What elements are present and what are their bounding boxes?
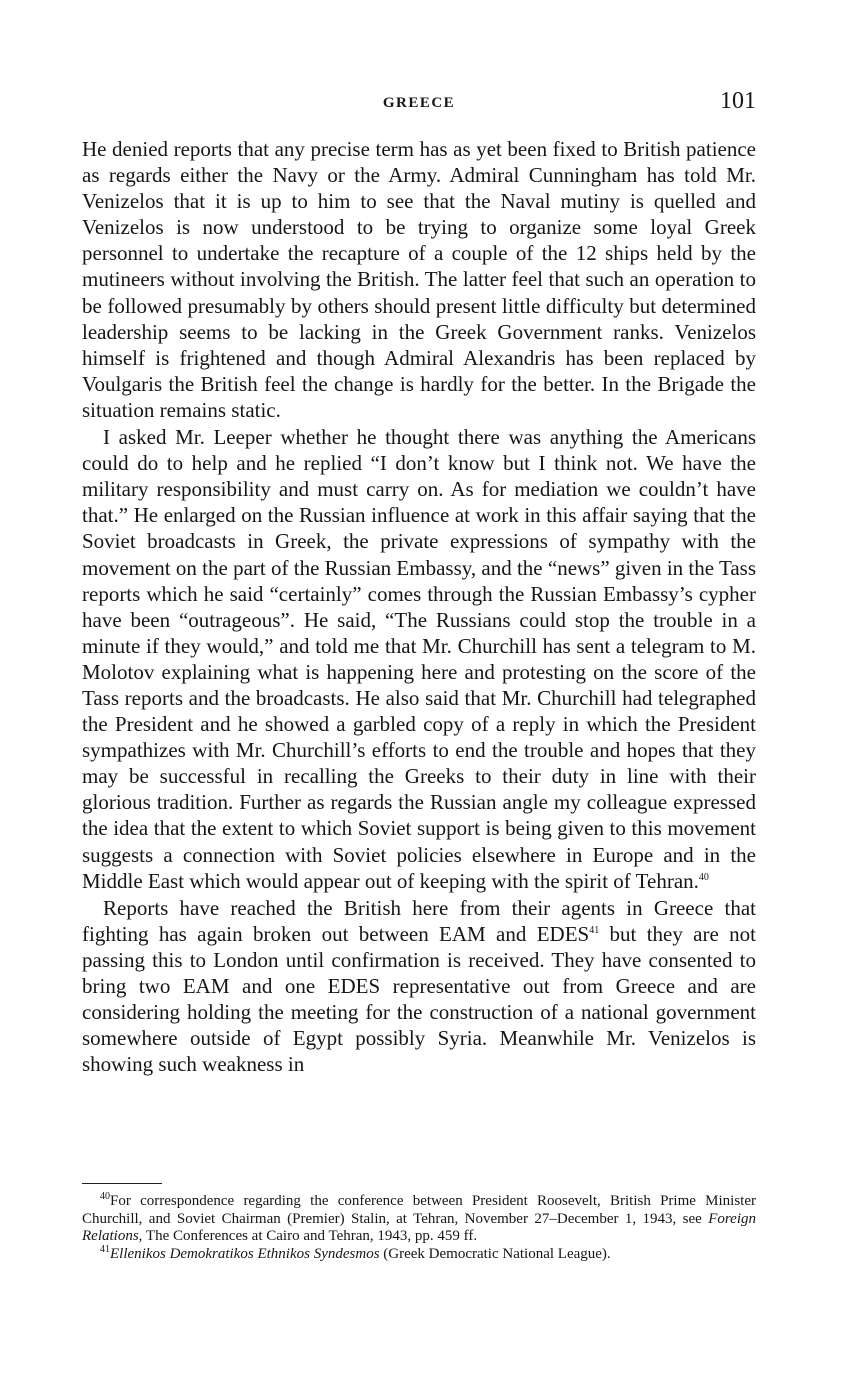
body-text <box>82 136 756 1077</box>
footnote-ref-40: 40 <box>698 871 709 883</box>
paragraph-2 <box>82 424 756 894</box>
footnote-40-italic: Foreign Relations, <box>82 1210 756 1244</box>
footnote-41 <box>82 1243 756 1264</box>
paragraph-3-text-a: Reports have reached the British here from their agents in Greece that fighting has again broken out between EAM and EDES <box>82 895 756 946</box>
paragraph-2-text: I asked Mr. Leeper whether he thought there was anything the Americans could do to help and he replied “I don’t know but I think not. We have the military responsibility and must carry on. As for mediation we couldn’t have that.” He enlarged on the Russian influence at work in this affair saying that the Soviet broadcasts in Greek, the private expressions of sympathy with the movement on the part of the Russian Embassy, and the “news” given in the Tass reports which he said “certainly” comes through the Russian Embassy’s cypher have been “outrageous”. He said, “The Russians could stop the trouble in a minute if they would,” and told me that Mr. Churchill has sent a telegram to M. Molotov explaining what is happening here and protesting on the score of the Tass reports and the broadcasts. He also said that Mr. Churchill had telegraphed the President and he showed a garbled copy of a reply in which the President sympathizes with Mr. Churchill’s efforts to end the trouble and hopes that they may be successful in recalling the Greeks to their duty in line with their glorious tradition. Further as regards the Russian angle my colleague expressed the idea that the extent to which Soviet support is being given to this movement suggests a connection with Soviet policies elsewhere in Europe and in the Middle East which would appear out of keeping with the spirit of Tehran. <box>82 425 756 893</box>
footnote-40-text-b: The Conferences at Cairo and Tehran, 1943, pp. 459 ff. <box>142 1228 478 1244</box>
footnote-40 <box>82 1193 756 1246</box>
footnote-ref-41: 41 <box>589 924 600 936</box>
footnote-40-text-a: For correspondence regarding the conference between President Roosevelt, British Prime Minister Churchill, and Soviet Chairman (Premier) Stalin, at Tehran, November 27–December 1, 1943, see <box>82 1193 756 1227</box>
running-title: GREECE <box>382 95 456 111</box>
footnote-41-text-b: (Greek Democratic National League). <box>379 1245 611 1262</box>
footnote-41-italic: Ellenikos Demokratikos Ethnikos Syndesmos <box>110 1245 380 1262</box>
footnote-40-number: 40 <box>100 1191 110 1202</box>
footnote-divider <box>82 1183 162 1184</box>
paragraph-3 <box>82 895 756 1078</box>
footnotes <box>82 1193 756 1263</box>
paragraph-3-text-b: but they are not passing this to London until confirmation is received. They have consented to bring two EAM and one EDES representative out from Greece and are considering holding the meeting for the construction of a national government somewhere outside of Egypt possibly Syria. Meanwhile Mr. Venizelos is showing such weakness in <box>82 921 756 1077</box>
paragraph-1: He denied reports that any precise term has as yet been fixed to British patience as regards either the Navy or the Army. Admiral Cunningham has told Mr. Venizelos that it is up to him to see that the Naval mutiny is quelled and Venizelos is now understood to be trying to organize some loyal Greek personnel to undertake the recapture of a couple of the 12 ships held by the mutineers without involving the British. The latter feel that such an operation to be followed presumably by others should present little difficulty but determined leadership seems to be lacking in the Greek Government ranks. Venizelos himself is frightened and though Admiral Alexandris has been replaced by Voulgaris the British feel the change is hardly for the better. In the Brigade the situation remains static. <box>82 137 756 422</box>
page-number: 101 <box>720 88 756 114</box>
page-header <box>82 88 756 122</box>
footnote-41-number: 41 <box>100 1243 110 1255</box>
